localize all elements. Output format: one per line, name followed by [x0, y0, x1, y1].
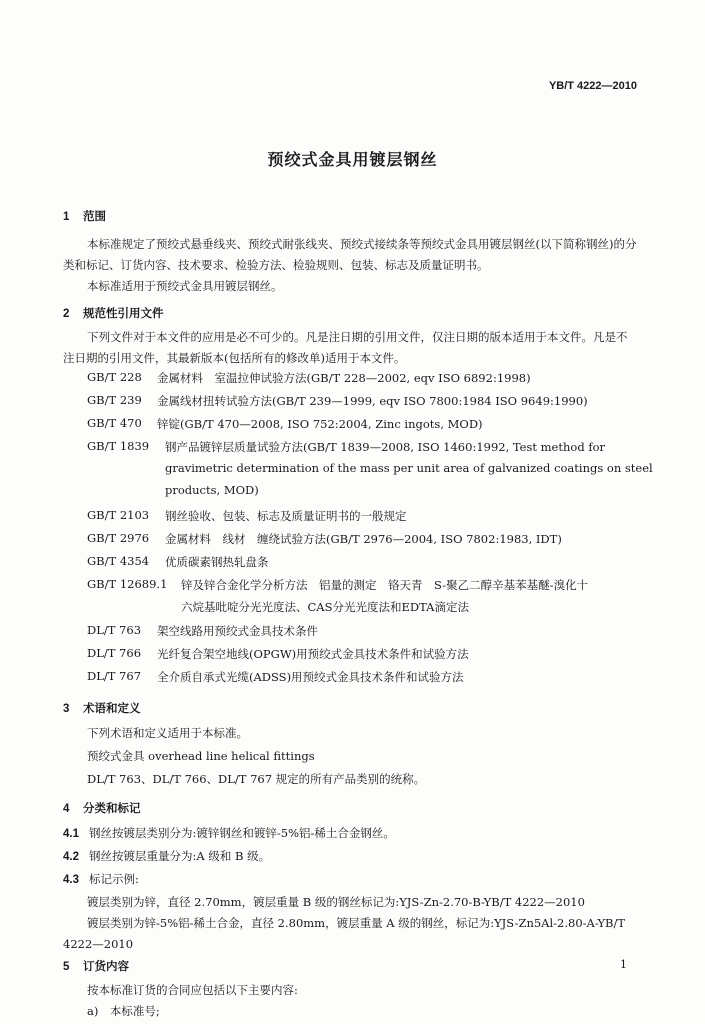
reference-code: DL/T 767 — [87, 669, 142, 683]
section-1-paragraph-1: 本标准规定了预绞式悬垂线夹、预绞式耐张线夹、预绞式接续条等预绞式金具用镀层钢丝(以下简称钢丝)的分类和标记、订货内容、技术要求、检验方法、检验规则、包装、标志及质量证明书。 — [63, 237, 637, 272]
marking-example-1: 镀层类别为锌，直径 2.70mm，镀层重量 B 级的钢丝标记为:YJS-Zn-2.70-B-YB/T 4222—2010 — [87, 895, 585, 909]
section-4-heading — [63, 800, 141, 816]
section-number: 5 — [63, 961, 70, 973]
section-3-heading — [63, 700, 141, 716]
section-5-item-a: a) 本标准号; — [87, 1004, 160, 1018]
reference-title: 钢丝验收、包装、标志及质量证明书的一般规定 — [165, 509, 407, 523]
reference-title: 金属线材扭转试验方法(GB/T 239—1999, eqv ISO 7800:1984 ISO 9649:1990) — [157, 394, 588, 408]
reference-title: 全介质自承式光缆(ADSS)用预绞式金具技术条件和试验方法 — [157, 670, 464, 684]
reference-code: GB/T 239 — [87, 393, 142, 407]
section-5-line-1: 按本标准订货的合同应包括以下主要内容: — [87, 983, 298, 997]
subsection-number: 4.2 — [63, 851, 79, 863]
reference-code: GB/T 4354 — [87, 554, 150, 568]
reference-title: 金属材料 线材 缠绕试验方法(GB/T 2976—2004, ISO 7802:1983, IDT) — [165, 532, 562, 546]
reference-code: GB/T 228 — [87, 370, 142, 384]
reference-code: GB/T 470 — [87, 416, 142, 430]
section-2-paragraph-1: 下列文件对于本文件的应用是必不可少的。凡是注日期的引用文件，仅注日期的版本适用于本文件。凡是不注日期的引用文件，其最新版本(包括所有的修改单)适用于本文件。 — [63, 330, 628, 365]
subsection-4-2 — [63, 848, 270, 864]
subsection-number: 4.3 — [63, 874, 79, 886]
subsection-4-3 — [63, 871, 139, 887]
reference-title: 锌及锌合金化学分析方法 铝量的测定 铬天青 S-聚乙二醇辛基苯基醚-溴化十 — [181, 578, 589, 592]
section-3-term: 预绞式金具 overhead line helical fittings — [87, 749, 315, 763]
subsection-text: 钢丝按镀层类别分为:镀锌钢丝和镀锌-5%铝-稀土合金钢丝。 — [89, 826, 395, 840]
reference-title-continued: products, MOD) — [165, 483, 259, 497]
section-number: 3 — [63, 703, 70, 715]
section-number: 4 — [63, 803, 70, 815]
section-number: 2 — [63, 308, 70, 320]
standard-code: YB/T 4222—2010 — [548, 80, 637, 92]
section-number: 1 — [63, 211, 70, 223]
reference-code: DL/T 763 — [87, 623, 142, 637]
reference-code: GB/T 12689.1 — [87, 577, 168, 591]
section-title: 术语和定义 — [83, 703, 141, 715]
section-title: 规范性引用文件 — [83, 308, 164, 320]
reference-title: 光纤复合架空地线(OPGW)用预绞式金具技术条件和试验方法 — [157, 647, 469, 661]
reference-title: 金属材料 室温拉伸试验方法(GB/T 228—2002, eqv ISO 6892:1998) — [157, 371, 531, 385]
page-number: 1 — [620, 958, 627, 971]
section-title: 范围 — [83, 211, 106, 223]
section-title: 分类和标记 — [83, 803, 141, 815]
reference-title: 架空线路用预绞式金具技术条件 — [157, 624, 318, 638]
section-5-heading — [63, 958, 129, 974]
subsection-text: 标记示例: — [89, 872, 139, 886]
reference-title: 优质碳素钢热轧盘条 — [165, 555, 269, 569]
reference-code: GB/T 2976 — [87, 531, 150, 545]
document-title: 预绞式金具用镀层钢丝 — [267, 152, 438, 169]
reference-title-continued: 六烷基吡啶分光光度法、CAS分光光度法和EDTA滴定法 — [181, 600, 469, 614]
marking-example-2: 镀层类别为锌-5%铝-稀土合金，直径 2.80mm，镀层重量 A 级的钢丝，标记为:YJS-Zn5Al-2.80-A-YB/T 4222—2010 — [63, 916, 626, 951]
reference-title: 钢产品镀锌层质量试验方法(GB/T 1839—2008, ISO 1460:1992, Test method for — [165, 440, 606, 454]
section-1-heading — [63, 208, 106, 224]
reference-code: GB/T 1839 — [87, 439, 150, 453]
subsection-4-1 — [63, 825, 395, 841]
subsection-number: 4.1 — [63, 828, 79, 840]
section-2-heading — [63, 305, 164, 321]
section-title: 订货内容 — [83, 961, 129, 973]
section-3-line-1: 下列术语和定义适用于本标准。 — [87, 726, 248, 740]
reference-code: DL/T 766 — [87, 646, 142, 660]
subsection-text: 钢丝按镀层重量分为:A 级和 B 级。 — [89, 849, 271, 863]
reference-title: 锌锭(GB/T 470—2008, ISO 752:2004, Zinc ingots, MOD) — [157, 417, 483, 431]
section-1-paragraph-2: 本标准适用于预绞式金具用镀层钢丝。 — [87, 279, 283, 293]
section-3-definition: DL/T 763、DL/T 766、DL/T 767 规定的所有产品类别的统称。 — [87, 772, 426, 786]
reference-code: GB/T 2103 — [87, 508, 150, 522]
reference-title-continued: gravimetric determination of the mass per unit area of galvanized coatings on steel — [165, 461, 653, 475]
